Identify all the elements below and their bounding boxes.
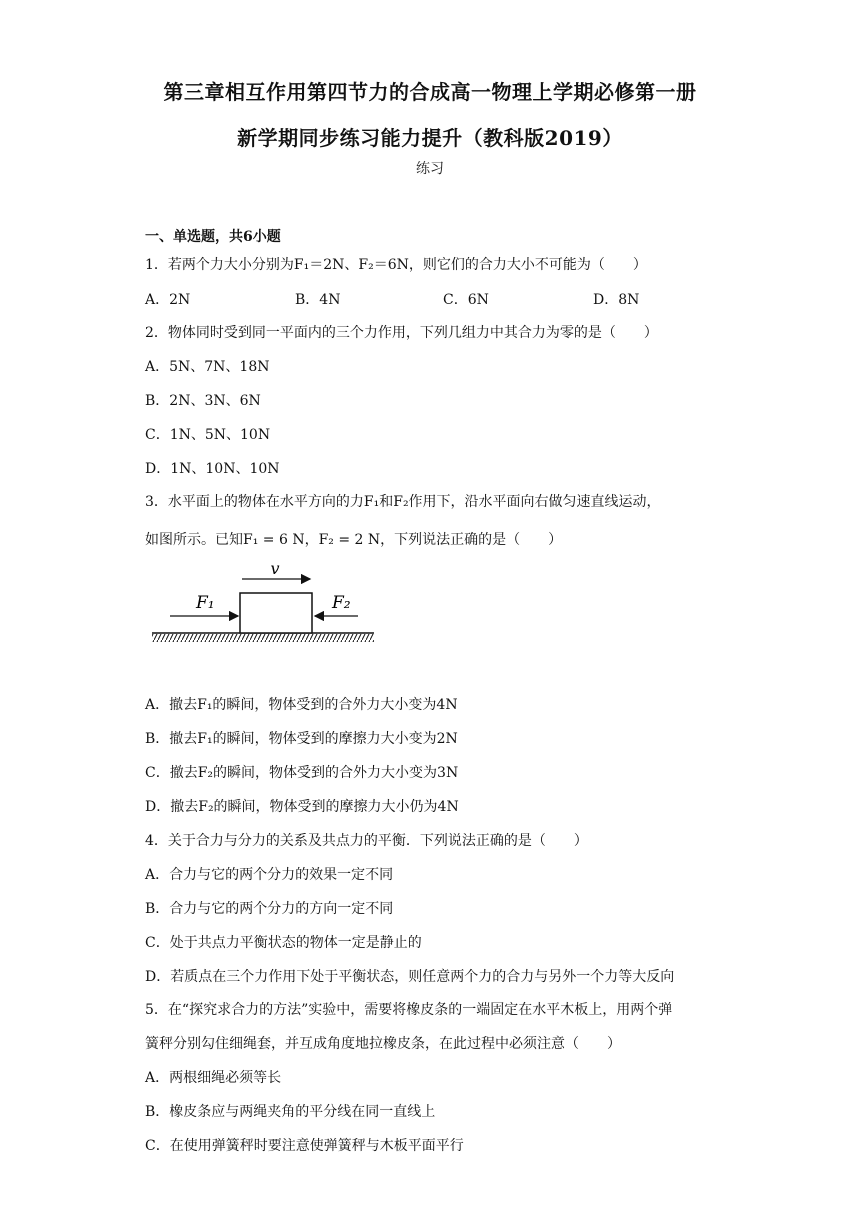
question-5-option-b: B．橡皮条应与两绳夹角的平分线在同一直线上: [145, 1104, 436, 1120]
ground-hatching: [152, 634, 374, 642]
question-2-stem: 2．物体同时受到同一平面内的三个力作用，下列几组力中其合力为零的是（ ）: [145, 325, 658, 341]
question-3-stem-line1: 3．水平面上的物体在水平方向的力F₁和F₂作用下，沿水平面向右做匀速直线运动，: [145, 494, 661, 510]
velocity-label: v: [270, 560, 280, 578]
f1-label: F₁: [196, 593, 215, 613]
question-1-option-a: A．2N: [145, 292, 191, 308]
question-2-option-c: C．1N、5N、10N: [145, 427, 271, 443]
section-heading: 一、单选题，共6小题: [145, 229, 281, 245]
question-3-option-b: B．撤去F₁的瞬间，物体受到的摩擦力大小变为2N: [145, 731, 458, 747]
question-4-option-b: B．合力与它的两个分力的方向一定不同: [145, 901, 394, 917]
block: [240, 593, 312, 633]
question-1-option-d: D．8N: [593, 292, 640, 308]
question-5-option-c: C．在使用弹簧秤时要注意使弹簧秤与木板平面平行: [145, 1138, 464, 1154]
question-3-stem-line2: 如图所示。已知F₁ = 6 N，F₂ = 2 N，下列说法正确的是（ ）: [145, 532, 563, 548]
question-3-option-d: D．撤去F₂的瞬间，物体受到的摩擦力大小仍为4N: [145, 799, 459, 815]
question-2-option-a: A．5N、7N、18N: [145, 359, 270, 375]
question-5-option-a: A．两根细绳必须等长: [145, 1070, 282, 1086]
question-5-stem-line1: 5．在“探究求合力的方法”实验中，需要将橡皮条的一端固定在水平木板上，用两个弹: [145, 1002, 673, 1018]
document-subtitle: 练习: [416, 161, 444, 177]
question-1-option-b: B．4N: [295, 292, 341, 308]
question-1-stem: 1．若两个力大小分别为F₁＝2N、F₂＝6N，则它们的合力大小不可能为（ ）: [145, 257, 647, 273]
question-2-option-d: D．1N、10N、10N: [145, 461, 280, 477]
question-5-stem-line2: 簧秤分别勾住细绳套，并互成角度地拉橡皮条，在此过程中必须注意（ ）: [145, 1036, 621, 1052]
question-4-stem: 4．关于合力与分力的关系及共点力的平衡．下列说法正确的是（ ）: [145, 833, 588, 849]
question-2-option-b: B．2N、3N、6N: [145, 393, 261, 409]
document-title-line1: 第三章相互作用第四节力的合成高一物理上学期必修第一册: [163, 80, 697, 104]
question-3-option-a: A．撤去F₁的瞬间，物体受到的合外力大小变为4N: [145, 697, 458, 713]
question-4-option-a: A．合力与它的两个分力的效果一定不同: [145, 867, 394, 883]
question-3-option-c: C．撤去F₂的瞬间，物体受到的合外力大小变为3N: [145, 765, 459, 781]
question-1-option-c: C．6N: [443, 292, 489, 308]
question-3-figure: [150, 560, 380, 650]
question-4-option-d: D．若质点在三个力作用下处于平衡状态，则任意两个力的合力与另外一个力等大反向: [145, 969, 675, 985]
f2-label: F₂: [332, 593, 351, 613]
document-title-line2: 新学期同步练习能力提升（教科版2019）: [237, 126, 623, 150]
question-4-option-c: C．处于共点力平衡状态的物体一定是静止的: [145, 935, 422, 951]
